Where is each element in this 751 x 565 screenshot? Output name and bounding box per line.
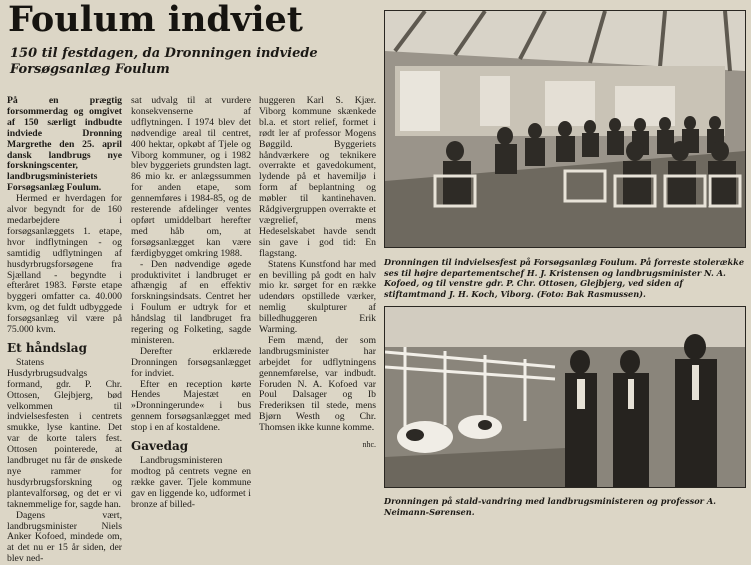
- ceremony-photo: [384, 10, 746, 248]
- body-paragraph: - Den nødvendige øgede produktivitet i landbruget er afhængig af en effektiv forskningsindsats. Centret her i Foulum er udtryk for et håndslag til landbruget fra regering og Folketing, sagde ministeren.: [131, 258, 251, 346]
- headline: Foulum indviet: [8, 0, 303, 40]
- body-paragraph: Hermed er hverdagen for alvor begyndt for de 160 medarbejdere i forsøgsanlæggets 1. etape, hvor indflytningen - og samtidig udflytningen af husdyrbrugsforsøgene fra Sjælland - begyndte i efteråret 1983. Første etape byggeri omfatter ca. 40.000 kvm, og det fuldt udbyggede forsøgsanlæg vil være på 75.000 kvm.: [7, 193, 122, 336]
- lead-paragraph: På en prægtig forsommerdag og omgivet af 150 særligt indbudte indviede Dronning Margrethe den 25. april dansk landbrugs nye forskningscenter, landbrugsministeriets Forsøgsanlæg Foulum.: [7, 95, 122, 194]
- ceremony-photo-caption: Dronningen til indvielsesfest på Forsøgsanlæg Foulum. På forreste stolerække ses til højre departementschef H. J. Kristensen og landbrugsminister N. A. Kofoed, og til venstre gdr. P. Chr. Ottosen, Glejbjerg, ved siden af stiftamtmand J. H. Koch, Viborg. (Foto: Bak Rasmussen).: [384, 257, 745, 299]
- ceremony-photo-image: [385, 11, 745, 247]
- body-paragraph: Dagens vært, landbrugsminister Niels Anker Kofoed, mindede om, at det nu er 15 år siden, der blev ned-: [7, 509, 122, 565]
- stable-photo-image: [385, 307, 745, 487]
- subheading-haandslag: Et håndslag: [7, 340, 87, 355]
- body-paragraph: huggeren Karl S. Kjær. Viborg kommune skænkede bl.a. et stort relief, formet i rødt ler af professor Mogens Bøggild. Byggeriets håndværkere og teknikere overrakte et gavedokument, lydende på et havemiljø i form af beplantning og møbler til kantinehaven. Rådgivergruppen overrakte et vægrelief, mens Hedeselskabet havde sendt sin gave i god tid: En flagstang.: [259, 95, 376, 259]
- body-paragraph: Efter en reception kørte Hendes Majestæt en »Dronningerunde« i bus gennem forsøgsanlægget med stop i en af kostaldene.: [131, 378, 251, 434]
- author-signature: nhc.: [362, 440, 376, 450]
- body-paragraph: Fem mænd, der som landbrugsminister har arbejdet for udflytningens gennemførelse, var indbudt. Foruden N. A. Kofoed var Poul Dalsager og Ib Frederiksen til stede, mens Bjørn Westh og Chr. Thomsen ikke kunne komme.: [259, 334, 376, 434]
- body-paragraph: Statens Kunstfond har med en bevilling på godt en halv mio kr. sørget for en række udendørs opstillede værker, nemlig skulpturer af billedhuggeren Erik Warming.: [259, 258, 376, 336]
- body-paragraph: sat udvalg til at vurdere konsekvenserne af udflytningen. I 1974 blev det nødvendige areal til centret, 400 hektar, opkøbt af Tjele og Viborg kommuner, og i 1982 blev byggeriets grundsten lagt. 86 mio kr. er anlægssummen for anden etape, som gennemføres i 1984-85, og de resterende afdelinger ventes opført umiddelbart herefter med håb om, at forsøgsanlægget kan være færdigbygget omkring 1988.: [131, 95, 251, 259]
- article-column-1: [7, 96, 122, 565]
- subheading-gavedag: Gavedag: [131, 439, 189, 454]
- stable-photo: [384, 306, 746, 488]
- subtitle: 150 til festdagen, da Dronningen indviede Forsøgsanlæg Foulum: [10, 46, 318, 77]
- article-column-2: [131, 96, 251, 511]
- body-paragraph: Derefter erklærede Dronningen forsøgsanlægget for indviet.: [131, 345, 251, 379]
- body-paragraph: Statens Husdyrbrugsudvalgs formand, gdr. P. Chr. Ottosen, Glejbjerg, bød velkommen til indvielsesfesten i centrets smukke, lyse kantine. Det var de korte talers fest. Ottosen pointerede, at landbruget nu får de ønskede nye rammer for husdyrbrugsforskning og plantevalforsøg, og det er vi taknemmelige for, sagde han.: [7, 356, 122, 510]
- body-paragraph: Landbrugsministeren modtog på centrets vegne en række gaver. Tjele kommune gav en liggende ko, udformet i bronze af billed-: [131, 455, 251, 510]
- article-column-3: [259, 96, 376, 451]
- stable-photo-caption: Dronningen på stald-vandring med landbrugsministeren og professor A. Neimann-Sørensen.: [384, 496, 717, 517]
